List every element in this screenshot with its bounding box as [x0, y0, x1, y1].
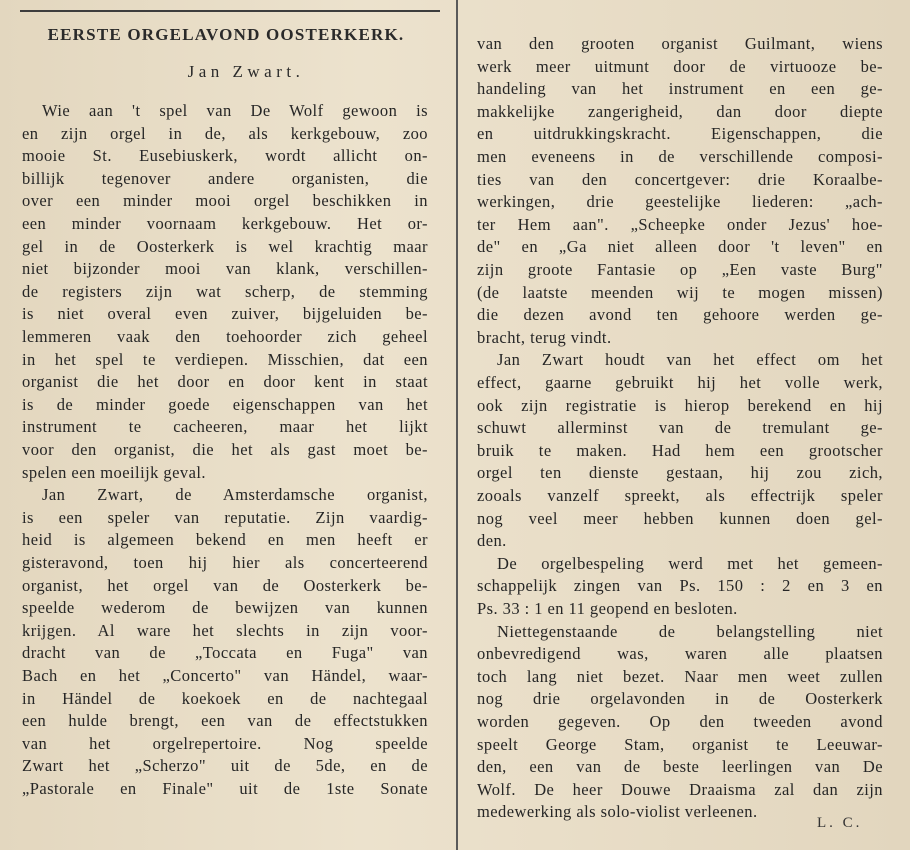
text-line: Wie aan 't spel van De Wolf gewoon is	[42, 101, 428, 120]
text-line: Ps. 33 : 1 en 11 geopend en besloten.	[477, 599, 738, 618]
text-line: handeling van het instrument en een ge-	[477, 79, 883, 99]
text-line: den.	[477, 531, 507, 551]
column-divider	[456, 0, 458, 850]
top-rule	[20, 10, 440, 12]
text-line: een minder voornaam kerkgebouw. Het or-	[22, 214, 428, 233]
text-line: den, een van de beste leerlingen van De	[477, 757, 883, 777]
text-line: organist, het orgel van de Oosterkerk be-	[22, 575, 428, 595]
text-line: billijk tegenover andere organisten, die	[22, 168, 428, 188]
text-line: speelt George Stam, organist te Leeuwar-	[477, 734, 883, 754]
text-line: van het orgelrepertoire. Nog speelde	[22, 733, 428, 753]
text-line: speelde wederom de bewijzen van kunnen	[22, 598, 428, 618]
text-line: bruik te maken. Had hem een grootscher	[477, 440, 883, 460]
text-line: en zijn orgel in de, als kerkgebouw, zoo	[22, 123, 428, 143]
text-line: een hulde brengt, een van de effectstukken	[22, 711, 428, 731]
text-line: lemmeren vaak den toehoorder zich geheel	[22, 327, 428, 346]
text-line: is een speler van reputatie. Zijn vaardig-	[22, 507, 428, 527]
text-line: is de minder goede eigenschappen van het	[22, 394, 428, 414]
text-line: schuwt allerminst van de tremulant ge-	[477, 418, 883, 438]
text-line: Niettegenstaande de belangstelling niet	[497, 621, 883, 641]
text-line: organist die het door en door kent in staat	[22, 372, 428, 392]
text-line: werkingen, drie geestelijke liederen: „ach-	[477, 192, 883, 212]
text-line: effect, gaarne gebruikt hij het volle werk,	[477, 373, 883, 392]
text-line: krijgen. Al ware het slechts in zijn voor-	[22, 620, 428, 640]
text-line: die dezen avond ten gehoore werden ge-	[477, 305, 883, 325]
text-line: spelen een moeilijk geval.	[22, 462, 206, 482]
text-line: voor den organist, die het als gast moet be-	[22, 440, 428, 459]
text-line: instrument te cacheeren, maar het lijkt	[22, 417, 428, 437]
text-line: over een minder mooi orgel beschikken in	[22, 191, 428, 211]
text-line: Wolf. De heer Douwe Draaisma zal dan zijn	[477, 779, 883, 799]
text-line: de" en „Ga niet alleen door 't leven" en	[477, 237, 883, 257]
text-line: bracht, terug vindt.	[477, 327, 612, 347]
text-line: nog drie orgelavonden in de Oosterkerk	[477, 689, 883, 709]
text-line: gel in de Oosterkerk is wel krachtig maar	[22, 236, 428, 256]
text-line: Zwart het „Scherzo" uit de 5de, en de	[22, 756, 428, 776]
text-line: men eveneens in de verschillende composi-	[477, 147, 883, 166]
text-line: ter Hem aan". „Scheepke onder Jezus' hoe-	[477, 214, 883, 234]
text-line: nog veel meer hebben kunnen doen gel-	[477, 508, 883, 528]
text-line: gisteravond, toen hij hier als concerteerend	[22, 553, 428, 572]
text-line: dracht van de „Toccata en Fuga" van	[22, 643, 428, 663]
text-line: (de laatste meenden wij te mogen missen)	[477, 282, 883, 302]
text-line: van den grooten organist Guilmant, wiens	[477, 34, 883, 53]
text-line: en uitdrukkingskracht. Eigenschappen, die	[477, 124, 883, 144]
article-signature: L. C.	[817, 815, 863, 831]
text-line: de registers zijn wat scherp, de stemming	[22, 281, 428, 301]
text-line: werk meer uitmunt door de virtuooze be-	[477, 56, 883, 76]
text-line: onbevredigend was, waren alle plaatsen	[477, 644, 883, 664]
text-line: De orgelbespeling werd met het gemeen-	[497, 553, 883, 573]
text-line: zooals vanzelf spreekt, als effectrijk speler	[477, 486, 883, 505]
text-line: Jan Zwart houdt van het effect om het	[497, 350, 883, 370]
text-line: heid is algemeen bekend en men heeft er	[22, 530, 428, 550]
article-headline: EERSTE ORGELAVOND OOSTERKERK.	[47, 25, 405, 44]
text-line: schappelijk zingen van Ps. 150 : 2 en 3 en	[477, 576, 883, 596]
text-line: medewerking als solo-violist verleenen.	[477, 802, 758, 822]
text-line: in het spel te verdiepen. Misschien, dat een	[22, 349, 428, 369]
text-line: in Händel de koekoek en de nachtegaal	[22, 688, 428, 708]
text-line: makkelijke zangerigheid, dan door diepte	[477, 101, 883, 121]
text-line: zijn groote Fantasie op „Een vaste Burg"	[477, 260, 883, 279]
text-line: ties van den concertgever: drie Koraalbe-	[477, 169, 883, 189]
text-line: orgel ten dienste gestaan, hij zou zich,	[477, 463, 883, 483]
text-line: Bach en het „Concerto" van Händel, waar-	[22, 666, 428, 685]
text-line: Jan Zwart, de Amsterdamsche organist,	[42, 485, 428, 505]
text-line: worden gegeven. Op den tweeden avond	[477, 712, 883, 731]
text-line: mooie St. Eusebiuskerk, wordt allicht on-	[22, 146, 428, 166]
text-line: is niet overal even zuiver, bijgeluiden be-	[22, 304, 428, 324]
text-line: ook zijn registratie is hierop berekend en hij	[477, 395, 883, 415]
text-line: „Pastorale en Finale" uit de 1ste Sonate	[22, 779, 428, 798]
text-line: niet bijzonder mooi van klank, verschillen-	[22, 259, 428, 279]
article-byline: Jan Zwart.	[187, 62, 305, 81]
text-line: toch lang niet bezet. Naar men weet zullen	[477, 666, 883, 686]
